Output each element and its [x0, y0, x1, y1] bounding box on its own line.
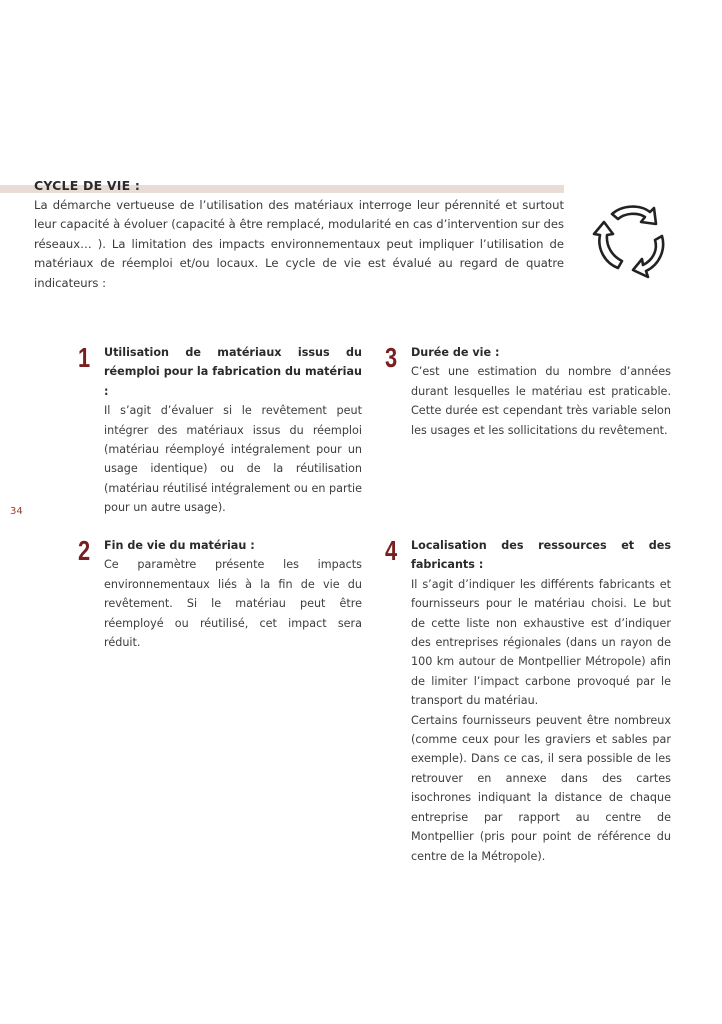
indicator-text: C’est une estimation du nombre d’années durant lesquelles le matériau est praticable. Cette durée est cependant très variable selon les usages et les sollicitations du revêtement.	[411, 365, 671, 437]
section-title: CYCLE DE VIE :	[34, 178, 141, 193]
page-number: 34	[10, 506, 23, 517]
indicator-number: 2	[78, 535, 91, 566]
indicator-number: 1	[78, 342, 91, 373]
indicator-text: Il s’agit d’indiquer les différents fabricants et fournisseurs pour le matériau choisi. Le but de cette liste non exhaustive est d’indiquer des entreprises régionales (dans un rayon de 100 km autour de Montpellier Métropole) afin de limiter l’impact carbone provoqué par le transport du matériau.	[411, 577, 671, 708]
indicator-text: Il s’agit d’évaluer si le revêtement peut intégrer des matériaux issus du réemploi (matériau réemployé intégralement pour un usage identique) ou de la réutilisation (matériau réutilisé intégralement ou en partie pour un autre usage).	[104, 404, 362, 515]
intro-paragraph: La démarche vertueuse de l’utilisation des matériaux interroge leur pérennité et surtout leur capacité à évoluer (capacité à être remplacé, modularité en cas d’intervention sur des réseaux… ). La limitation des impacts environnementaux peut impliquer l’utilisation de matériaux de réemploi et/ou locaux. Le cycle de vie est évalué au regard de quatre indicateurs :	[34, 198, 564, 290]
indicator-title: Localisation des ressources et des fabricants :	[411, 539, 671, 572]
indicator-text-continued: Certains fournisseurs peuvent être nombreux (comme ceux pour les graviers et sables par exemple). Dans ce cas, il sera possible de les retrouver en annexe dans des cartes isochrones indiquant la distance de chaque entreprise par rapport au centre de Montpellier (pris pour point de référence du centre de la Métropole).	[411, 713, 671, 863]
indicator-number: 4	[385, 535, 398, 566]
indicator-title: Durée de vie :	[411, 346, 500, 359]
recycle-icon	[588, 200, 672, 280]
indicator-title: Fin de vie du matériau :	[104, 539, 255, 552]
indicator-title: Utilisation de matériaux issus du réemploi pour la fabrication du matériau :	[104, 346, 362, 398]
indicator-text: Ce paramètre présente les impacts environnementaux liés à la fin de vie du revêtement. Si le matériau peut être réemployé ou réutilisé, cet impact sera réduit.	[104, 558, 362, 650]
indicator-number: 3	[385, 342, 398, 373]
